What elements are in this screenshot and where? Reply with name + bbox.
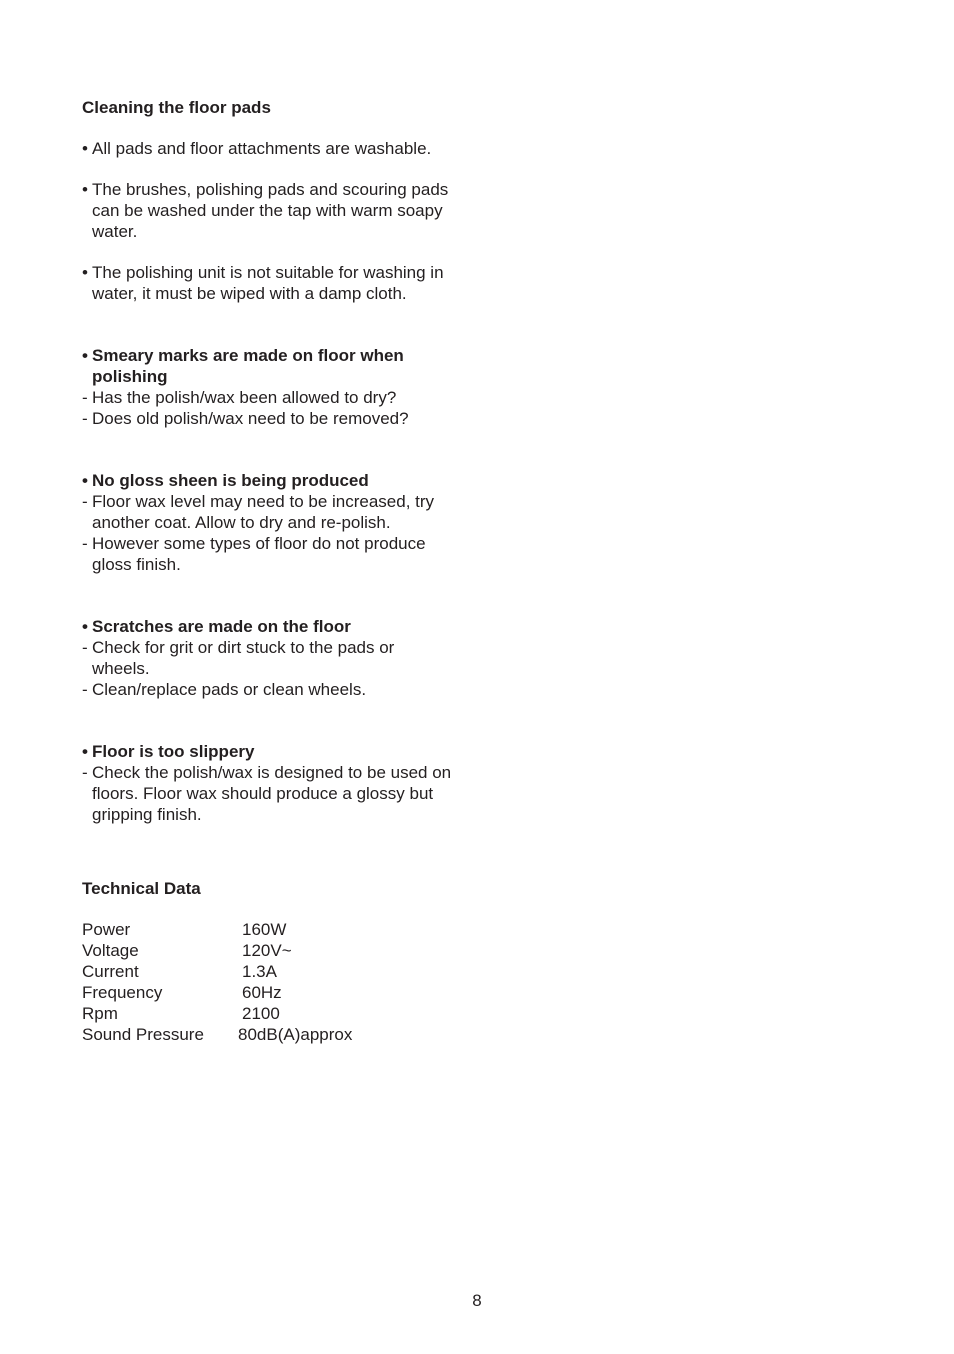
technical-heading: Technical Data [82, 879, 201, 898]
table-row [82, 919, 356, 940]
cleaning-item: • The polishing unit is not suitable for washing in water, it must be wiped with a damp cloth. [82, 262, 464, 304]
trouble-heading: • No gloss sheen is being produced [82, 470, 482, 491]
trouble-tip: - Has the polish/wax been allowed to dry? [82, 387, 482, 408]
technical-data-table [82, 919, 356, 1045]
cleaning-item: • The brushes, polishing pads and scouring pads can be washed under the tap with warm soapy water. [82, 179, 472, 242]
spec-value: 120V~ [242, 941, 292, 960]
trouble-heading: • Floor is too slippery [82, 741, 482, 762]
spec-value: 1.3A [242, 962, 277, 981]
trouble-tip: - Check for grit or dirt stuck to the pads or wheels. [82, 637, 437, 679]
spec-label: Voltage [82, 941, 139, 960]
trouble-tip: - However some types of floor do not produce gloss finish. [82, 533, 464, 575]
spec-value: 160W [242, 920, 287, 939]
page-number: 8 [472, 1291, 482, 1310]
spec-value: 60Hz [242, 983, 282, 1002]
cleaning-item: • All pads and floor attachments are washable. [82, 138, 472, 159]
trouble-heading: • Smeary marks are made on floor when polishing [82, 345, 452, 387]
trouble-tip: - Floor wax level may need to be increased, try another coat. Allow to dry and re-polish. [82, 491, 474, 533]
spec-label: Current [82, 962, 139, 981]
table-row [82, 982, 356, 1003]
spec-value: 80dB(A)approx [238, 1025, 353, 1044]
spec-label: Power [82, 920, 131, 939]
table-row [82, 940, 356, 961]
trouble-tip: - Clean/replace pads or clean wheels. [82, 679, 482, 700]
trouble-tip: - Check the polish/wax is designed to be used on floors. Floor wax should produce a glossy but gripping finish. [82, 762, 467, 825]
spec-value: 2100 [242, 1004, 280, 1023]
spec-label: Sound Pressure [82, 1025, 204, 1044]
trouble-heading: • Scratches are made on the floor [82, 616, 482, 637]
spec-label: Frequency [82, 983, 163, 1002]
spec-label: Rpm [82, 1004, 118, 1023]
main-column [82, 97, 482, 1045]
cleaning-heading: Cleaning the floor pads [82, 98, 271, 117]
table-row [82, 1003, 356, 1024]
trouble-tip: - Does old polish/wax need to be removed? [82, 408, 482, 429]
table-row [82, 1024, 356, 1045]
table-row [82, 961, 356, 982]
